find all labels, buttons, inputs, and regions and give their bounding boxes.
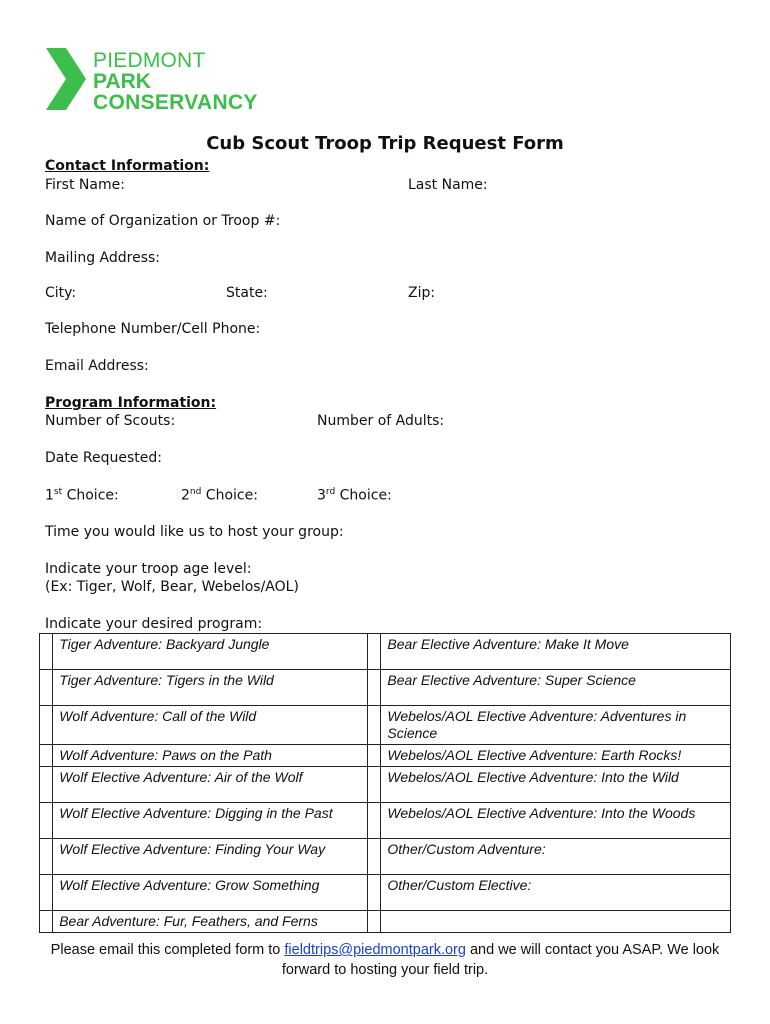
option-label: Other/Custom Adventure: <box>381 839 731 875</box>
option-row <box>40 670 731 706</box>
option-label: Webelos/AOL Elective Adventure: Into the Woods <box>381 803 731 839</box>
option-label: Wolf Adventure: Call of the Wild <box>53 706 368 745</box>
organization-label: Name of Organization or Troop #: <box>45 213 281 229</box>
option-label: Bear Elective Adventure: Super Science <box>381 670 731 706</box>
phone-label: Telephone Number/Cell Phone: <box>45 321 261 337</box>
logo-chevron-icon <box>46 48 86 110</box>
option-checkbox[interactable] <box>40 670 53 706</box>
option-checkbox[interactable] <box>368 634 381 670</box>
time-label: Time you would like us to host your group: <box>45 524 344 540</box>
program-heading: Program Information: <box>45 395 217 411</box>
choice-1-label: 1st Choice: <box>45 487 119 504</box>
option-checkbox[interactable] <box>40 839 53 875</box>
last-name-label: Last Name: <box>408 177 488 193</box>
logo-line-3: CONSERVANCY <box>93 91 258 114</box>
option-row <box>40 803 731 839</box>
logo-line-2: PARK <box>93 70 151 93</box>
option-row <box>40 839 731 875</box>
option-checkbox[interactable] <box>368 745 381 767</box>
city-label: City: <box>45 285 77 301</box>
option-checkbox[interactable] <box>40 911 53 933</box>
desired-program-label: Indicate your desired program: <box>45 616 263 632</box>
option-label: Webelos/AOL Elective Adventure: Adventures in Science <box>381 706 731 745</box>
option-label: Tiger Adventure: Tigers in the Wild <box>53 670 368 706</box>
option-label: Webelos/AOL Elective Adventure: Earth Rocks! <box>381 745 731 767</box>
option-checkbox[interactable] <box>40 706 53 745</box>
adults-label: Number of Adults: <box>317 413 445 429</box>
choice-3-label: 3rd Choice: <box>317 487 392 504</box>
option-checkbox[interactable] <box>40 745 53 767</box>
option-checkbox[interactable] <box>368 875 381 911</box>
logo-line-1: PIEDMONT <box>93 49 206 72</box>
option-row <box>40 634 731 670</box>
state-label: State: <box>226 285 268 301</box>
option-checkbox[interactable] <box>368 670 381 706</box>
form-title: Cub Scout Troop Trip Request Form <box>206 133 564 154</box>
option-checkbox[interactable] <box>40 803 53 839</box>
option-checkbox[interactable] <box>368 839 381 875</box>
option-checkbox[interactable] <box>368 803 381 839</box>
option-checkbox[interactable] <box>40 767 53 803</box>
option-label: Wolf Elective Adventure: Grow Something <box>53 875 368 911</box>
option-checkbox[interactable] <box>40 634 53 670</box>
option-row <box>40 706 731 745</box>
email-link[interactable]: fieldtrips@piedmontpark.org <box>284 942 466 958</box>
option-label: Wolf Elective Adventure: Digging in the Past <box>53 803 368 839</box>
footer-note: Please email this completed form to fieldtrips@piedmontpark.org and we will contact you ASAP. We look forward to hosting your field trip. <box>50 942 720 978</box>
option-checkbox[interactable] <box>368 706 381 745</box>
contact-heading: Contact Information: <box>45 158 210 174</box>
choice-2-label: 2nd Choice: <box>181 487 258 504</box>
mailing-address-label: Mailing Address: <box>45 250 161 266</box>
option-row <box>40 745 731 767</box>
option-checkbox[interactable] <box>40 875 53 911</box>
date-requested-label: Date Requested: <box>45 450 162 466</box>
option-row <box>40 911 731 933</box>
logo <box>93 50 258 113</box>
option-label: Bear Adventure: Fur, Feathers, and Ferns <box>53 911 368 933</box>
option-label <box>381 911 731 933</box>
age-level-label: Indicate your troop age level: <box>45 561 252 577</box>
option-label: Webelos/AOL Elective Adventure: Into the Wild <box>381 767 731 803</box>
first-name-label: First Name: <box>45 177 125 193</box>
email-label: Email Address: <box>45 358 149 374</box>
program-options-table <box>39 633 731 933</box>
option-checkbox[interactable] <box>368 767 381 803</box>
age-example-label: (Ex: Tiger, Wolf, Bear, Webelos/AOL) <box>45 579 299 595</box>
option-label: Other/Custom Elective: <box>381 875 731 911</box>
option-label: Wolf Elective Adventure: Finding Your Way <box>53 839 368 875</box>
zip-label: Zip: <box>408 285 436 301</box>
option-label: Bear Elective Adventure: Make It Move <box>381 634 731 670</box>
option-row <box>40 767 731 803</box>
scouts-label: Number of Scouts: <box>45 413 176 429</box>
option-checkbox[interactable] <box>368 911 381 933</box>
option-label: Wolf Elective Adventure: Air of the Wolf <box>53 767 368 803</box>
option-label: Wolf Adventure: Paws on the Path <box>53 745 368 767</box>
option-label: Tiger Adventure: Backyard Jungle <box>53 634 368 670</box>
option-row <box>40 875 731 911</box>
